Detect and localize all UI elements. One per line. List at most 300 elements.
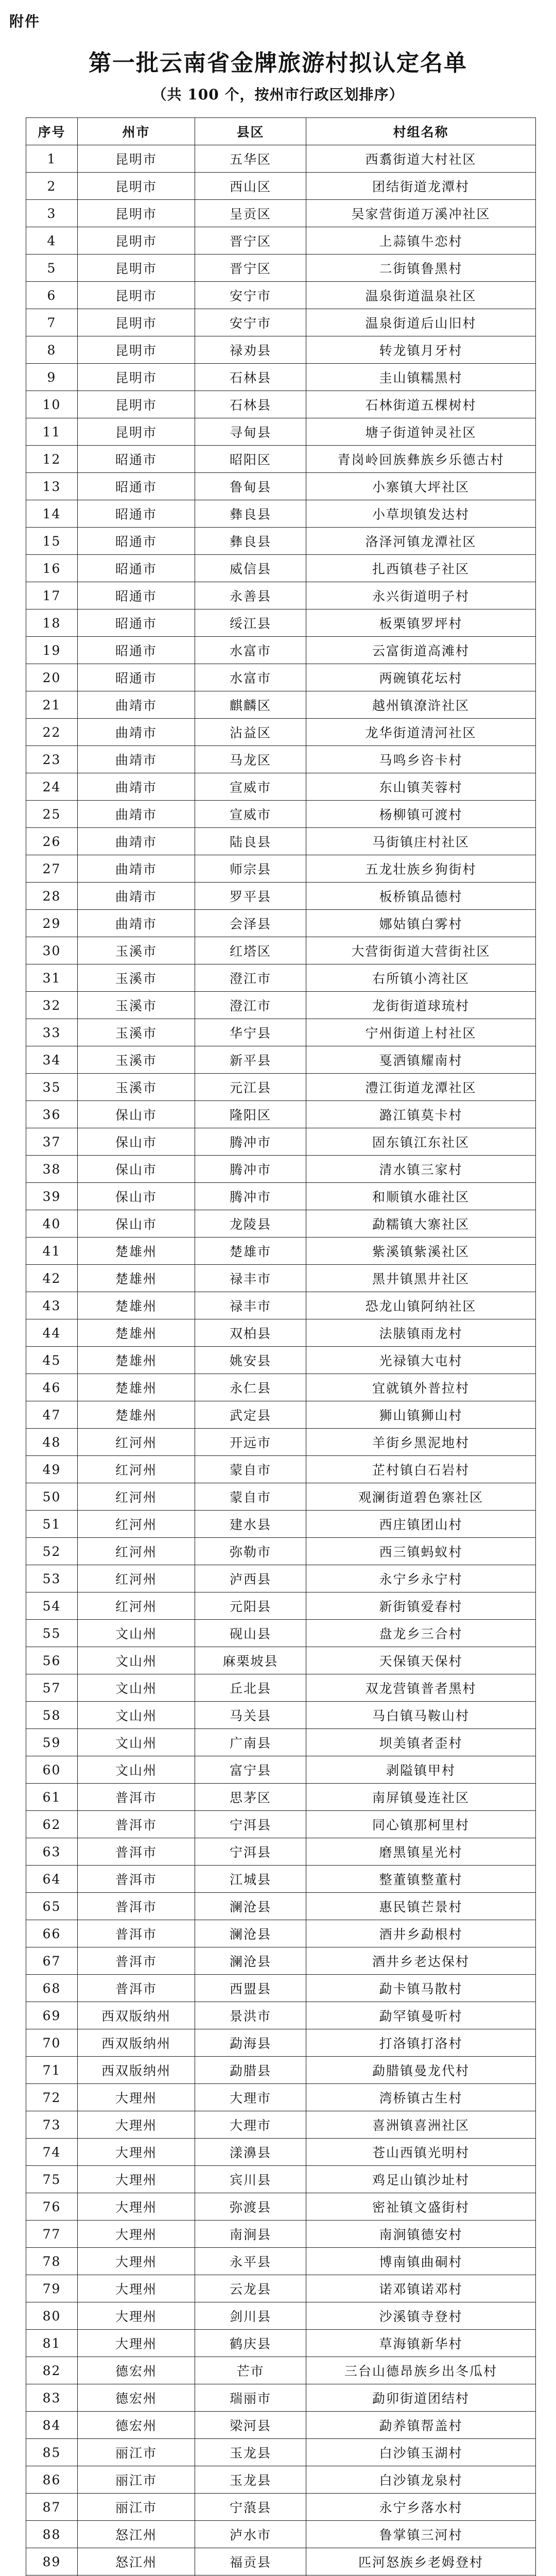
cell-prefecture: 普洱市 <box>78 1784 195 1811</box>
cell-village: 马白镇马鞍山村 <box>306 1702 536 1729</box>
cell-prefecture: 昭通市 <box>78 664 195 691</box>
table-row <box>26 883 536 910</box>
cell-village: 草海镇新华村 <box>306 2330 536 2357</box>
table-row <box>26 1429 536 1456</box>
table-row <box>26 1702 536 1729</box>
cell-prefecture: 玉溪市 <box>78 1019 195 1046</box>
cell-prefecture: 昭通市 <box>78 637 195 664</box>
table-row <box>26 1374 536 1401</box>
cell-county: 宾川县 <box>195 2166 306 2193</box>
cell-index: 84 <box>26 2412 78 2439</box>
cell-village: 西翥街道大村社区 <box>306 145 536 173</box>
table-row <box>26 1128 536 1156</box>
cell-county: 威信县 <box>195 555 306 582</box>
cell-village: 黑井镇黑井社区 <box>306 1265 536 1292</box>
cell-county: 师宗县 <box>195 855 306 883</box>
cell-prefecture: 红河州 <box>78 1565 195 1592</box>
cell-county: 江城县 <box>195 1866 306 1893</box>
cell-prefecture: 丽江市 <box>78 2439 195 2466</box>
cell-prefecture: 大理州 <box>78 2275 195 2302</box>
cell-county: 姚安县 <box>195 1347 306 1374</box>
cell-index: 80 <box>26 2302 78 2330</box>
cell-village: 温泉街道温泉社区 <box>306 282 536 309</box>
cell-index: 37 <box>26 1128 78 1156</box>
cell-prefecture: 昭通市 <box>78 609 195 637</box>
cell-index: 28 <box>26 883 78 910</box>
table-row <box>26 582 536 609</box>
table-row <box>26 2193 536 2221</box>
table-row <box>26 1483 536 1511</box>
cell-village: 扎西镇巷子社区 <box>306 555 536 582</box>
table-row <box>26 719 536 746</box>
cell-index: 87 <box>26 2494 78 2521</box>
cell-prefecture: 文山州 <box>78 1756 195 1784</box>
cell-county: 广南县 <box>195 1729 306 1756</box>
village-table-container <box>26 117 535 2576</box>
cell-county: 楚雄市 <box>195 1238 306 1265</box>
cell-village: 勐罕镇曼听村 <box>306 2002 536 2029</box>
cell-county: 丘北县 <box>195 1674 306 1702</box>
cell-prefecture: 大理州 <box>78 2084 195 2111</box>
cell-index: 54 <box>26 1592 78 1620</box>
cell-village: 勐养镇帮盖村 <box>306 2412 536 2439</box>
cell-county: 武定县 <box>195 1401 306 1429</box>
cell-index: 75 <box>26 2166 78 2193</box>
cell-county: 泸西县 <box>195 1565 306 1592</box>
cell-village: 右所镇小湾社区 <box>306 964 536 992</box>
cell-index: 26 <box>26 828 78 855</box>
cell-village: 勐卯街道团结村 <box>306 2384 536 2412</box>
cell-index: 38 <box>26 1156 78 1183</box>
cell-county: 大理市 <box>195 2084 306 2111</box>
table-row <box>26 2330 536 2357</box>
cell-county: 双柏县 <box>195 1319 306 1347</box>
cell-prefecture: 昆明市 <box>78 364 195 391</box>
cell-index: 46 <box>26 1374 78 1401</box>
table-row <box>26 255 536 282</box>
cell-county: 澜沧县 <box>195 1893 306 1920</box>
cell-county: 石林县 <box>195 364 306 391</box>
cell-index: 24 <box>26 773 78 801</box>
cell-prefecture: 文山州 <box>78 1647 195 1674</box>
cell-village: 西三镇蚂蚁村 <box>306 1538 536 1565</box>
cell-index: 16 <box>26 555 78 582</box>
cell-village: 杨柳镇可渡村 <box>306 801 536 828</box>
cell-index: 49 <box>26 1456 78 1483</box>
cell-county: 马龙区 <box>195 746 306 773</box>
cell-prefecture: 保山市 <box>78 1156 195 1183</box>
cell-county: 呈贡区 <box>195 200 306 227</box>
cell-prefecture: 曲靖市 <box>78 910 195 937</box>
cell-county: 元阳县 <box>195 1592 306 1620</box>
cell-index: 43 <box>26 1292 78 1319</box>
table-row <box>26 1620 536 1647</box>
cell-county: 五华区 <box>195 145 306 173</box>
cell-index: 34 <box>26 1046 78 1074</box>
table-row <box>26 1019 536 1046</box>
cell-index: 67 <box>26 1947 78 1975</box>
cell-index: 9 <box>26 364 78 391</box>
cell-prefecture: 红河州 <box>78 1511 195 1538</box>
table-row <box>26 391 536 418</box>
cell-village: 沙溪镇寺登村 <box>306 2302 536 2330</box>
cell-prefecture: 保山市 <box>78 1128 195 1156</box>
cell-village: 板栗镇罗坪村 <box>306 609 536 637</box>
cell-village: 板桥镇品德村 <box>306 883 536 910</box>
cell-county: 富宁县 <box>195 1756 306 1784</box>
cell-county: 玉龙县 <box>195 2466 306 2494</box>
cell-county: 禄丰市 <box>195 1292 306 1319</box>
cell-prefecture: 昆明市 <box>78 173 195 200</box>
cell-index: 17 <box>26 582 78 609</box>
cell-index: 81 <box>26 2330 78 2357</box>
cell-village: 永宁乡落水村 <box>306 2494 536 2521</box>
cell-index: 44 <box>26 1319 78 1347</box>
cell-prefecture: 丽江市 <box>78 2494 195 2521</box>
cell-index: 30 <box>26 937 78 964</box>
cell-village: 剥隘镇甲村 <box>306 1756 536 1784</box>
cell-county: 水富市 <box>195 637 306 664</box>
cell-village: 新街镇爱春村 <box>306 1592 536 1620</box>
table-row <box>26 773 536 801</box>
cell-village: 龙华街道清河社区 <box>306 719 536 746</box>
table-row <box>26 992 536 1019</box>
cell-county: 元江县 <box>195 1074 306 1101</box>
cell-index: 79 <box>26 2275 78 2302</box>
cell-village: 整董镇整董村 <box>306 1866 536 1893</box>
table-row <box>26 1156 536 1183</box>
table-row <box>26 446 536 473</box>
cell-village: 三台山德昂族乡出冬瓜村 <box>306 2357 536 2384</box>
cell-county: 麒麟区 <box>195 691 306 719</box>
cell-county: 陆良县 <box>195 828 306 855</box>
cell-village: 勐卡镇马散村 <box>306 1975 536 2002</box>
cell-village: 天保镇天保村 <box>306 1647 536 1674</box>
cell-county: 晋宁区 <box>195 255 306 282</box>
cell-index: 32 <box>26 992 78 1019</box>
cell-village: 紫溪镇紫溪社区 <box>306 1238 536 1265</box>
cell-index: 12 <box>26 446 78 473</box>
cell-village: 鲁掌镇三河村 <box>306 2521 536 2548</box>
cell-village: 惠民镇芒景村 <box>306 1893 536 1920</box>
table-row <box>26 1784 536 1811</box>
cell-prefecture: 普洱市 <box>78 1838 195 1866</box>
cell-village: 勐腊镇曼龙代村 <box>306 2057 536 2084</box>
cell-prefecture: 楚雄州 <box>78 1401 195 1429</box>
cell-index: 78 <box>26 2248 78 2275</box>
cell-county: 蒙自市 <box>195 1456 306 1483</box>
cell-county: 大理市 <box>195 2111 306 2139</box>
cell-index: 4 <box>26 227 78 255</box>
cell-prefecture: 丽江市 <box>78 2466 195 2494</box>
cell-prefecture: 红河州 <box>78 1592 195 1620</box>
table-row <box>26 1046 536 1074</box>
table-row <box>26 1756 536 1784</box>
cell-county: 西山区 <box>195 173 306 200</box>
cell-index: 42 <box>26 1265 78 1292</box>
cell-village: 苍山西镇光明村 <box>306 2139 536 2166</box>
cell-index: 65 <box>26 1893 78 1920</box>
cell-prefecture: 曲靖市 <box>78 855 195 883</box>
cell-county: 水富市 <box>195 664 306 691</box>
cell-index: 29 <box>26 910 78 937</box>
cell-village: 酒井乡老达保村 <box>306 1947 536 1975</box>
table-row <box>26 855 536 883</box>
cell-index: 19 <box>26 637 78 664</box>
cell-village: 鸡足山镇沙址村 <box>306 2166 536 2193</box>
table-row <box>26 336 536 364</box>
cell-prefecture: 曲靖市 <box>78 883 195 910</box>
page-subtitle: （共 100 个，按州市行政区划排序） <box>152 86 404 103</box>
cell-prefecture: 昭通市 <box>78 446 195 473</box>
table-row <box>26 1292 536 1319</box>
cell-prefecture: 德宏州 <box>78 2384 195 2412</box>
cell-prefecture: 红河州 <box>78 1538 195 1565</box>
cell-village: 固东镇江东社区 <box>306 1128 536 1156</box>
cell-village: 越州镇潦浒社区 <box>306 691 536 719</box>
cell-index: 53 <box>26 1565 78 1592</box>
table-row <box>26 664 536 691</box>
cell-county: 华宁县 <box>195 1019 306 1046</box>
cell-prefecture: 德宏州 <box>78 2357 195 2384</box>
cell-prefecture: 西双版纳州 <box>78 2057 195 2084</box>
table-row <box>26 1811 536 1838</box>
cell-index: 33 <box>26 1019 78 1046</box>
cell-prefecture: 普洱市 <box>78 1947 195 1975</box>
cell-village: 马街镇庄村社区 <box>306 828 536 855</box>
cell-village: 转龙镇月牙村 <box>306 336 536 364</box>
cell-village: 匹河怒族乡老姆登村 <box>306 2548 536 2575</box>
cell-county: 漾濞县 <box>195 2139 306 2166</box>
cell-index: 48 <box>26 1429 78 1456</box>
cell-index: 61 <box>26 1784 78 1811</box>
cell-village: 五龙壮族乡狗街村 <box>306 855 536 883</box>
cell-village: 宜就镇外普拉村 <box>306 1374 536 1401</box>
cell-prefecture: 保山市 <box>78 1101 195 1128</box>
cell-county: 永仁县 <box>195 1374 306 1401</box>
cell-village: 诺邓镇诺邓村 <box>306 2275 536 2302</box>
cell-county: 禄丰市 <box>195 1265 306 1292</box>
cell-index: 66 <box>26 1920 78 1947</box>
cell-prefecture: 昭通市 <box>78 555 195 582</box>
cell-prefecture: 大理州 <box>78 2139 195 2166</box>
header-county: 县区 <box>195 118 306 145</box>
cell-prefecture: 曲靖市 <box>78 746 195 773</box>
cell-county: 石林县 <box>195 391 306 418</box>
cell-county: 开远市 <box>195 1429 306 1456</box>
table-row <box>26 2166 536 2193</box>
cell-county: 玉龙县 <box>195 2439 306 2466</box>
table-row <box>26 200 536 227</box>
cell-county: 澄江市 <box>195 992 306 1019</box>
cell-county: 弥勒市 <box>195 1538 306 1565</box>
cell-prefecture: 文山州 <box>78 1674 195 1702</box>
table-row <box>26 691 536 719</box>
cell-village: 青岗岭回族彝族乡乐德古村 <box>306 446 536 473</box>
cell-prefecture: 西双版纳州 <box>78 2002 195 2029</box>
cell-village: 磨黑镇星光村 <box>306 1838 536 1866</box>
cell-prefecture: 红河州 <box>78 1483 195 1511</box>
table-row <box>26 2248 536 2275</box>
table-row <box>26 910 536 937</box>
table-row <box>26 609 536 637</box>
cell-county: 永善县 <box>195 582 306 609</box>
cell-index: 27 <box>26 855 78 883</box>
cell-village: 坝美镇者歪村 <box>306 1729 536 1756</box>
table-row <box>26 2521 536 2548</box>
cell-index: 85 <box>26 2439 78 2466</box>
cell-village: 密祉镇文盛街村 <box>306 2193 536 2221</box>
cell-index: 59 <box>26 1729 78 1756</box>
table-row <box>26 1238 536 1265</box>
cell-index: 52 <box>26 1538 78 1565</box>
cell-village: 同心镇那柯里村 <box>306 1811 536 1838</box>
cell-prefecture: 玉溪市 <box>78 964 195 992</box>
table-row <box>26 2384 536 2412</box>
table-row <box>26 1101 536 1128</box>
table-row <box>26 1401 536 1429</box>
cell-village: 云富街道高滩村 <box>306 637 536 664</box>
cell-village: 戛洒镇耀南村 <box>306 1046 536 1074</box>
cell-prefecture: 西双版纳州 <box>78 2029 195 2057</box>
cell-county: 宁蒗县 <box>195 2494 306 2521</box>
cell-index: 70 <box>26 2029 78 2057</box>
cell-village: 光禄镇大屯村 <box>306 1347 536 1374</box>
cell-village: 博南镇曲硐村 <box>306 2248 536 2275</box>
cell-county: 寻甸县 <box>195 418 306 446</box>
cell-index: 6 <box>26 282 78 309</box>
attachment-label: 附件 <box>9 13 41 30</box>
cell-prefecture: 大理州 <box>78 2221 195 2248</box>
cell-prefecture: 大理州 <box>78 2330 195 2357</box>
cell-prefecture: 普洱市 <box>78 1893 195 1920</box>
cell-index: 39 <box>26 1183 78 1210</box>
cell-index: 11 <box>26 418 78 446</box>
table-row <box>26 1319 536 1347</box>
cell-county: 鹤庆县 <box>195 2330 306 2357</box>
table-row <box>26 528 536 555</box>
table-row <box>26 1674 536 1702</box>
cell-county: 勐海县 <box>195 2029 306 2057</box>
cell-index: 60 <box>26 1756 78 1784</box>
cell-index: 74 <box>26 2139 78 2166</box>
cell-prefecture: 曲靖市 <box>78 773 195 801</box>
table-row <box>26 145 536 173</box>
cell-county: 景洪市 <box>195 2002 306 2029</box>
cell-county: 马关县 <box>195 1702 306 1729</box>
table-header <box>26 118 536 145</box>
cell-county: 福贡县 <box>195 2548 306 2575</box>
cell-county: 西盟县 <box>195 1975 306 2002</box>
cell-index: 15 <box>26 528 78 555</box>
table-row <box>26 1456 536 1483</box>
cell-village: 永宁乡永宁村 <box>306 1565 536 1592</box>
cell-index: 72 <box>26 2084 78 2111</box>
cell-village: 羊街乡黑泥地村 <box>306 1429 536 1456</box>
cell-county: 晋宁区 <box>195 227 306 255</box>
table-body <box>26 145 536 2576</box>
cell-village: 澧江街道龙潭社区 <box>306 1074 536 1101</box>
cell-village: 宁州街道上村社区 <box>306 1019 536 1046</box>
cell-village: 上蒜镇牛恋村 <box>306 227 536 255</box>
cell-index: 71 <box>26 2057 78 2084</box>
cell-prefecture: 昭通市 <box>78 500 195 528</box>
cell-prefecture: 昆明市 <box>78 336 195 364</box>
village-table <box>26 117 536 2576</box>
cell-county: 蒙自市 <box>195 1483 306 1511</box>
cell-prefecture: 玉溪市 <box>78 992 195 1019</box>
cell-prefecture: 楚雄州 <box>78 1347 195 1374</box>
cell-prefecture: 普洱市 <box>78 1920 195 1947</box>
cell-index: 1 <box>26 145 78 173</box>
cell-index: 76 <box>26 2193 78 2221</box>
cell-index: 13 <box>26 473 78 500</box>
cell-county: 宣威市 <box>195 773 306 801</box>
cell-index: 10 <box>26 391 78 418</box>
cell-village: 温泉街道后山旧村 <box>306 309 536 336</box>
cell-county: 永平县 <box>195 2248 306 2275</box>
table-row <box>26 2357 536 2384</box>
table-row <box>26 2111 536 2139</box>
table-row <box>26 309 536 336</box>
cell-village: 圭山镇糯黑村 <box>306 364 536 391</box>
cell-prefecture: 红河州 <box>78 1456 195 1483</box>
page-title: 第一批云南省金牌旅游村拟认定名单 <box>89 50 467 76</box>
cell-prefecture: 玉溪市 <box>78 1046 195 1074</box>
cell-prefecture: 昆明市 <box>78 282 195 309</box>
cell-index: 18 <box>26 609 78 637</box>
cell-prefecture: 昆明市 <box>78 145 195 173</box>
cell-village: 潞江镇莫卡村 <box>306 1101 536 1128</box>
cell-county: 鲁甸县 <box>195 473 306 500</box>
table-row <box>26 2057 536 2084</box>
cell-prefecture: 保山市 <box>78 1183 195 1210</box>
cell-village: 观澜街道碧色寨社区 <box>306 1483 536 1511</box>
cell-prefecture: 大理州 <box>78 2302 195 2330</box>
cell-index: 83 <box>26 2384 78 2412</box>
cell-county: 弥渡县 <box>195 2193 306 2221</box>
cell-county: 罗平县 <box>195 883 306 910</box>
table-row <box>26 2139 536 2166</box>
cell-index: 82 <box>26 2357 78 2384</box>
cell-county: 麻栗坡县 <box>195 1647 306 1674</box>
cell-index: 86 <box>26 2466 78 2494</box>
cell-index: 58 <box>26 1702 78 1729</box>
cell-prefecture: 楚雄州 <box>78 1238 195 1265</box>
cell-index: 64 <box>26 1866 78 1893</box>
table-row <box>26 746 536 773</box>
cell-county: 云龙县 <box>195 2275 306 2302</box>
cell-county: 宁洱县 <box>195 1838 306 1866</box>
cell-prefecture: 昭通市 <box>78 582 195 609</box>
cell-index: 55 <box>26 1620 78 1647</box>
cell-prefecture: 昆明市 <box>78 418 195 446</box>
cell-prefecture: 大理州 <box>78 2248 195 2275</box>
cell-village: 白沙镇龙泉村 <box>306 2466 536 2494</box>
cell-prefecture: 昆明市 <box>78 200 195 227</box>
cell-prefecture: 普洱市 <box>78 1866 195 1893</box>
table-row <box>26 418 536 446</box>
cell-index: 36 <box>26 1101 78 1128</box>
cell-prefecture: 楚雄州 <box>78 1292 195 1319</box>
header-prefecture: 州市 <box>78 118 195 145</box>
cell-village: 小寨镇大坪社区 <box>306 473 536 500</box>
cell-village: 龙街街道球琉村 <box>306 992 536 1019</box>
table-row <box>26 555 536 582</box>
table-row <box>26 473 536 500</box>
table-row <box>26 2439 536 2466</box>
cell-index: 89 <box>26 2548 78 2575</box>
